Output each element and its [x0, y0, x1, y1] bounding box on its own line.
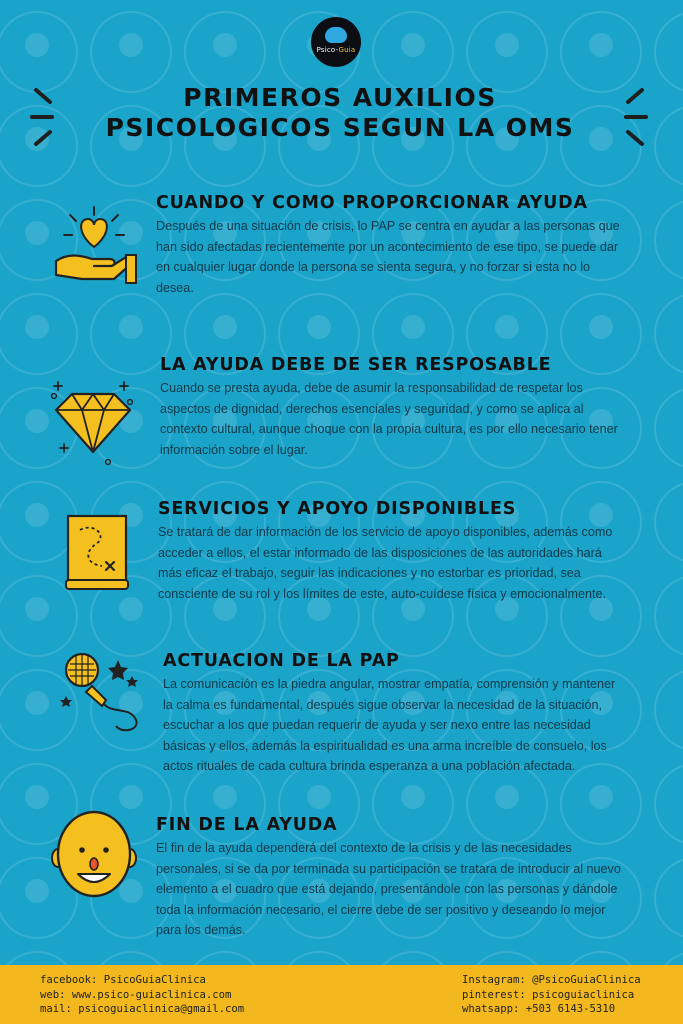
smiling-face-icon [50, 810, 138, 898]
section-actuacion-pap [163, 651, 625, 777]
section-heading: LA AYUDA DEBE DE SER RESPOSABLE [160, 355, 552, 375]
facebook-link[interactable]: facebook: PsicoGuiaClinica [40, 974, 206, 986]
instagram-link[interactable]: Instagram: @PsicoGuiaClinica [462, 974, 641, 986]
contact-footer [0, 965, 683, 1024]
section-cuando-como [156, 193, 626, 298]
website-link[interactable]: web: www.psico-guiaclinica.com [40, 988, 232, 1001]
pinterest-link[interactable]: pinterest: psicoguiaclinica [462, 988, 635, 1001]
diamond-icon [50, 376, 136, 468]
email-link[interactable]: mail: psicoguiaclinica@gmail.com [40, 1003, 245, 1015]
whatsapp-link[interactable]: whatsapp: +503 6143-5310 [462, 1003, 616, 1015]
section-servicios-apoyo [158, 499, 624, 604]
heart-in-hand-icon [52, 205, 138, 287]
section-body: Después de una situación de crisis, lo PAP se centra en ayudar a las personas que han sido afectadas recientemente por un acontecimiento de ese tipo, se puede dar en cualquier lugar donde la persona se sienta segura, y no forzar si esta no lo desea. [156, 219, 620, 295]
footer-right-contacts [462, 973, 641, 1017]
brain-icon [325, 27, 347, 43]
section-body: El fin de la ayuda dependerá del contexto de la crisis y de las necesidades personales, si se da por terminada su participación se tratara de introducir al nuevo elemento a el cuadro que está dejando, presentándole con las personas y dándole toda la información necesario, el cierre debe de ser positivo y deseando lo mejor para los demás. [156, 841, 621, 937]
left-decoration-lines [28, 86, 58, 148]
logo-text-suffix: Guia [338, 45, 356, 54]
page-title [60, 83, 620, 143]
title-line-2: PSICOLOGICOS SEGUN LA OMS [105, 113, 575, 142]
section-heading: SERVICIOS Y APOYO DISPONIBLES [158, 499, 517, 519]
section-fin-ayuda [156, 815, 628, 941]
section-heading: CUANDO Y COMO PROPORCIONAR AYUDA [156, 193, 588, 213]
brand-logo[interactable] [311, 17, 361, 67]
section-body: La comunicación es la piedra angular, mostrar empatía, comprensión y mantener la calma es fundamental, después sigue observar la necesidad de la situación, escuchar a los que puedan requerir de ayuda y ser nexo entre las necesidad básicas y ellos, además la espiritualidad es una arma increíble de consuelo, los actos rituales de cada cultura brinda esperanza a una población afectada. [163, 677, 616, 773]
section-heading: ACTUACION DE LA PAP [163, 651, 400, 671]
section-body: Se tratará de dar información de los servicio de apoyo disponibles, además como acceder a ellos, el estar informado de las disposiciones de las autoridades hará más eficaz el trabajo, seguir las indicaciones y no estorbar es prioridad, sea consciente de su rol y los límites de este, auto-cuídese física y emocionalmente. [158, 525, 613, 601]
section-body: Cuando se presta ayuda, debe de asumir la responsabilidad de respetar los aspectos de dignidad, derechos esenciales y seguridad, y como se aplica al contexto cultural, aunque choque con la propia cultura, es por ello necesario tener información sobre el lugar. [160, 381, 618, 457]
section-ayuda-responsable [160, 355, 620, 460]
microphone-icon [56, 650, 142, 736]
treasure-map-icon [64, 512, 130, 592]
right-decoration-lines [620, 86, 650, 148]
footer-left-contacts [40, 973, 244, 1017]
logo-text-prefix: Psico- [316, 45, 339, 54]
title-line-1: PRIMEROS AUXILIOS [183, 83, 497, 112]
section-heading: FIN DE LA AYUDA [156, 815, 338, 835]
